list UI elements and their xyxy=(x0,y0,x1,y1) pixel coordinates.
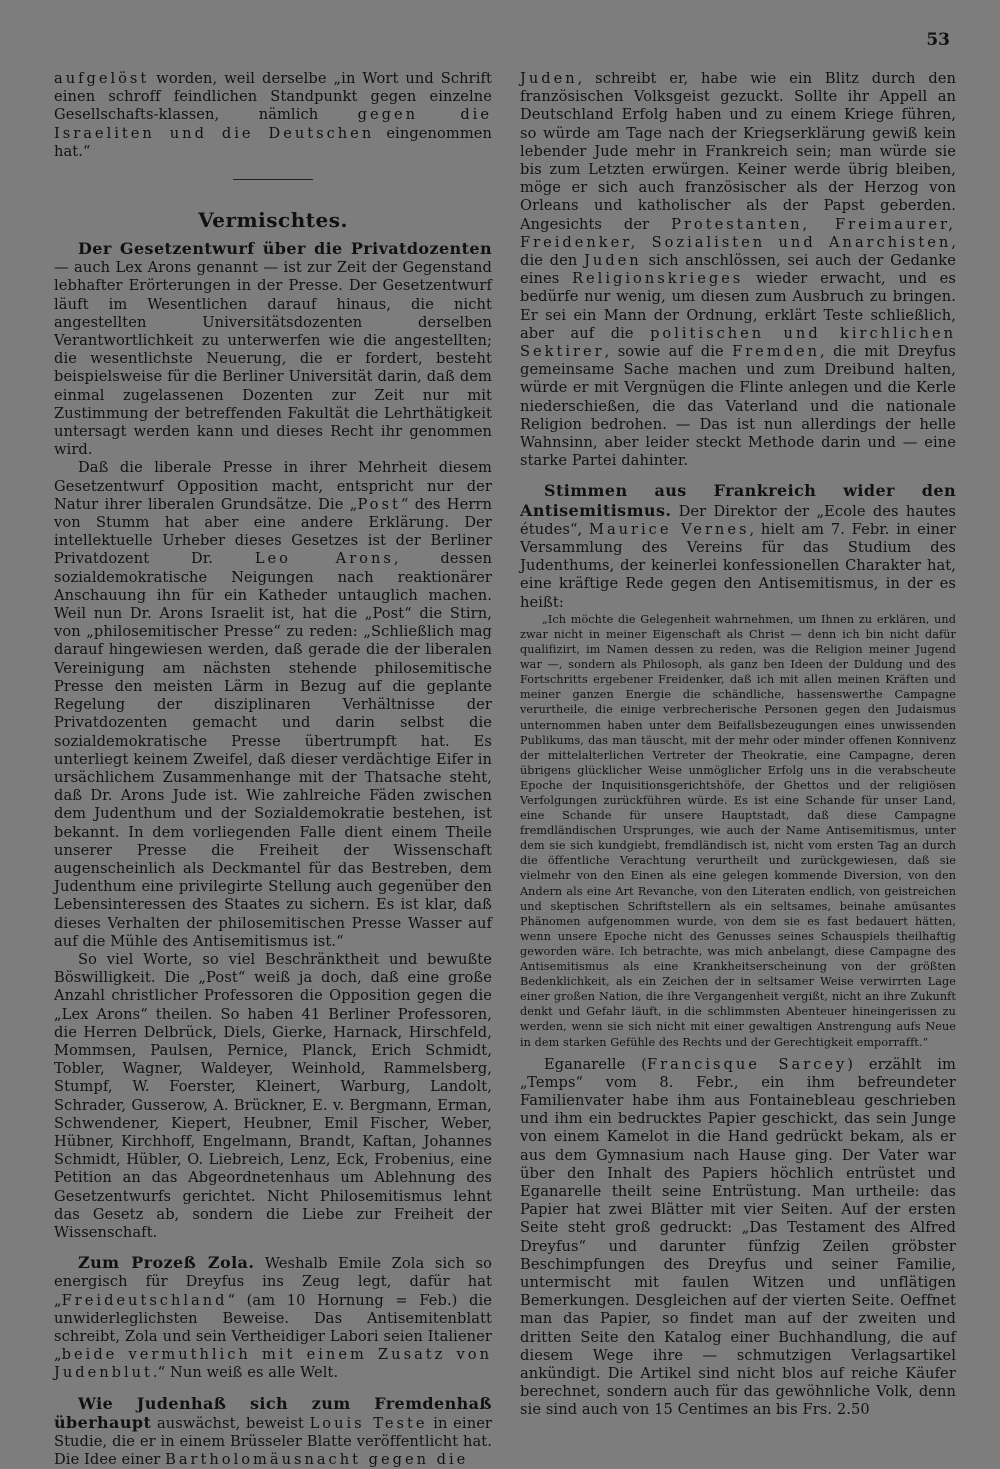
article-heading: Zum Prozeß Zola. xyxy=(78,1253,255,1273)
article-paragraph: So viel Worte, so viel Beschränktheit und bewußte Böswilligkeit. Die „Post“ weiß ja doch, daß eine große Anzahl christlicher Professoren die Opposition gegen die „Lex Arons“ theilen. So haben 41 Berliner Professoren, die Herren Delbrück, Diels, Gierke, Harnack, Hirschfeld, Mommsen, Paulsen, Pernice, Planck, Erich Schmidt, Tobler, Wagner, Waldeyer, Weinhold, Rammelsberg, Stumpf, W. Foerster, Kleinert, Warburg, Landolt, Schrader, Gusserow, A. Brückner, E. v. Bergmann, Erman, Schwendener, Kiepert, Heubner, Emil Fischer, Weber, Hübner, Kirchhoff, Engelmann, Brandt, Kaftan, Johannes Schmidt, Hübler, O. Liebreich, Lenz, Eck, Frobenius, eine Petition an das Abgeordnetenhaus um Ablehnung des Gesetzentwurfs gerichtet. Nicht Philosemitismus lehnt das Gesetz ab, sondern die Liebe zur Freiheit der Wissenschaft. xyxy=(54,950,492,1241)
right-column xyxy=(520,70,956,1420)
separator-rule xyxy=(233,179,313,180)
speech-quote: „Ich möchte die Gelegenheit wahrnehmen, um Ihnen zu erklären, und zwar nicht in meiner Eigenschaft als Christ — denn ich bin nicht dafür qualifizirt, im Namen dessen zu reden, was die Religion meiner Jugend war —, sondern als Philosoph, als ganz ben Ideen der Duldung und des Fortschritts ergebener Freidenker, daß ich mit allen meinen Kräften und meiner ganzen Energie die schändliche, hassenswerthe Campagne verurtheile, die einige verbrecherische Personen gegen den Judaismus unternommen haben unter dem Beifallsbezeugungen eines unwissenden Publikums, das man täuscht, mit der mehr oder minder offenen Konnivenz der mittelalterlichen Vertreter der Theokratie, eine Campagne, deren übrigens glücklicher Weise unmöglicher Erfolg uns in die verabscheute Epoche der Inquisitionsgerichtshöfe, der Ghettos und der religiösen Verfolgungen zurückführen würde. Es ist eine Schande für unser Land, eine Schande für unsere Hauptstadt, daß diese Campagne fremdländischen Ursprunges, wie auch der Name Antisemitismus, unter dem sie sich kundgiebt, fremdländisch ist, nicht vom ersten Tag an durch die öffentliche Verachtung verurtheilt und zurückgewiesen, daß sie vielmehr von den Einen als eine gelegen kommende Diversion, von den Andern als eine Art Revanche, von den Literaten endlich, von geistreichen und skeptischen Schriftstellern als ein seltsames, beinahe amüsantes Phänomen aufgenommen wurde, von dem sie es fast bedauert hätten, wenn unsere Epoche nicht des Genusses seines Schauspiels theilhaftig geworden wäre. Ich betrachte, was mich anbelangt, diese Campagne des Antisemitismus als eine Krankheitserscheinung von der größten Bedenklichkeit, als ein Zeichen der in seltsamer Weise verwirrten Lage einer großen Nation, die ihre Vergangenheit vergißt, nicht an ihre Zukunft denkt und Gefahr läuft, in die schlimmsten Abenteuer hineingerissen zu werden, wenn sie sich nicht mit einer gewaltigen Anstrengung aufs Neue in dem starken Gefühle des Rechts und der Gerechtigkeit emporrafft.“ xyxy=(520,612,956,1049)
article-heading: Stimmen aus Frankreich wider den Antisemitismus. xyxy=(520,481,956,520)
left-column xyxy=(54,70,492,1469)
article-heading: Wie Judenhaß sich zum Fremdenhaß überhaupt xyxy=(54,1393,492,1432)
continued-paragraph: Juden, schreibt er, habe wie ein Blitz durch den französischen Volksgeist gezuckt. Sollte ihr Appell an Deutschland Erfolg haben und zu einem Kriege führen, so würde am Tage nach der Kriegserklärung gewiß kein lebender Jude mehr in Frankreich sein; man würde sie bis zum Letzten erwürgen. Keiner werde übrig bleiben, möge er sich auch französischer als der Herzog von Orleans und katholischer als der Papst geberden. Angesichts der Protestanten, Freimaurer, Freidenker, Sozialisten und Anarchisten, die den Juden sich anschlössen, sei auch der Gedanke eines Religionskrieges wieder erwacht, und es bedürfe nur wenig, um diesen zum Ausbruch zu bringen. Er sei ein Mann der Ordnung, erklärt Teste schließlich, aber auf die politischen und kirchlichen Sektirer, sowie auf die Fremden, die mit Dreyfus gemeinsame Sache machen und zum Dreibund halten, würde er mit Vergnügen die Flinte anlegen und die Kerle niederschießen, die das Vaterland und die nationale Religion bedrohen. — Das ist nun allerdings der helle Wahnsinn, aber leider steckt Methode darin und — eine starke Partei dahinter. xyxy=(520,70,957,470)
article-eganarelle: Eganarelle (Francisque Sarcey) erzählt im „Temps“ vom 8. Febr., ein ihm befreundeter Familienvater habe ihm aus Fontainebleau geschrieben und ihm ein bedrucktes Papier geschickt, das sein Junge von einem Kamelot in die Hand gedrückt bekam, als er aus dem Gymnasium nach Hause ging. Der Vater war über den Inhalt des Papiers höchlich entrüstet und Eganarelle theilt seine Entrüstung. Man urtheile: das Papier hat zwei Blätter mit vier Seiten. Auf der ersten Seite steht groß gedruckt: „Das Testament des Alfred Dreyfus“ und darunter fünfzig Zeilen gröbster Beschimpfungen des Dreyfus und seiner Familie, untermischt mit faulen Witzen und unflätigen Bemerkungen. Desgleichen auf der vierten Seite. Oeffnet man das Papier, so findet man auf der zweiten und dritten Seite den Katalog einer Buchhandlung, die auf diesem Wege ihre — schmutzigen Verlagsartikel ankündigt. Die Artikel sind nicht blos auf reiche Käufer berechnet, sondern auch für das gewöhnliche Volk, denn sie sind auch von 15 Centimes an bis Frs. 2.50 xyxy=(520,1055,956,1419)
section-title: Vermischtes. xyxy=(198,208,348,233)
article-zola: Zum Prozeß Zola. Weshalb Emile Zola sich so energisch für Dreyfus ins Zeug legt, dafür hat „Freideutschland“ (am 10 Hornung = Feb.) die unwiderleglichsten Beweise. Das Antisemitenblatt schreibt, Zola und sein Vertheidiger Labori seien Italiener „beide vermuthlich mit einem Zusatz von Judenblut.“ Nun weiß es alle Welt. xyxy=(54,1253,492,1382)
article-frankreich: Stimmen aus Frankreich wider den Antisemitismus. Der Direktor der „Ecole des hautes études“, Maurice Vernes, hielt am 7. Febr. in einer Versammlung des Vereins für das Studium des Judenthums, der keinerlei konfessionellen Charakter hat, eine kräftige Rede gegen den Antisemitismus, in der es heißt: xyxy=(520,481,956,611)
article-paragraph: Daß die liberale Presse in ihrer Mehrheit diesem Gesetzentwurf Opposition macht, entspricht nur der Natur ihrer liberalen Grundsätze. Die „Post“ des Herrn von Stumm hat aber eine andere Erklärung. Der intellektuelle Urheber dieses Gesetzes ist der Berliner Privatdozent Dr. Leo Arons, dessen sozialdemokratische Neigungen nach reaktionärer Anschauung ihn für ein Katheder untauglich machen. Weil nun Dr. Arons Israelit ist, hat die „Post“ die Stirn, von „philosemitischer Presse“ zu reden: „Schließlich mag darauf hingewiesen werden, daß gerade die der liberalen Vereinigung am nächsten stehende philosemitische Presse den meisten Lärm in Bezug auf die geplante Regelung der disziplinaren Verhältnisse der Privatdozenten gemacht und darin selbst die sozialdemokratische Presse übertrumpft hat. Es unterliegt keinem Zweifel, daß dieser verdächtige Eifer in ursächlichem Zusammenhange mit der Thatsache steht, daß Dr. Arons Jude ist. Wie zahlreiche Fäden zwischen dem Judenthum und der Sozialdemokratie bestehen, ist bekannt. In dem vorliegenden Falle dient einem Theile unserer Presse die Freiheit der Wissenschaft augenscheinlich als Deckmantel für das Bestreben, dem Judenthum eine privilegirte Stellung auch gegenüber den Lebensinteressen des Staates zu sichern. Es ist klar, daß dieses Verhalten der philosemitischen Presse Wasser auf auf die Mühle des Antisemitismus ist.“ xyxy=(54,459,492,950)
page-number: 53 xyxy=(926,30,950,50)
continued-paragraph: aufgelöst worden, weil derselbe „in Wort und Schrift einen schroff feindlichen Standpunkt gegen einzelne Gesellschafts-klassen, nämlich gegen die Israeliten und die Deutschen eingenommen hat.“ xyxy=(54,70,492,160)
article-privatdozenten: Der Gesetzentwurf über die Privatdozenten — auch Lex Arons genannt — ist zur Zeit der Gegenstand lebhafter Erörterungen in der Presse. Der Gesetzentwurf läuft im Wesentlichen darauf hinaus, die nicht angestellten Universitätsdozenten derselben Verantwortlichkeit zu unterwerfen wie die angestellten; die wesentlichste Neuerung, die er fordert, besteht beispielsweise für die Berliner Universität darin, daß dem einmal zugelassenen Dozenten zur Zeit nur mit Zustimmung der betreffenden Fakultät die Lehrthätigkeit untersagt werden kann und dieses Recht ihr genommen wird. xyxy=(54,239,492,459)
article-fremdenhass: Wie Judenhaß sich zum Fremdenhaß überhaupt auswächst, beweist Louis Teste in einer Studie, die er in einem Brüsseler Blatte veröffentlicht hat. Die Idee einer Bartholomäusnacht gegen die xyxy=(54,1393,493,1469)
article-heading: Der Gesetzentwurf über die Privatdozenten xyxy=(78,239,492,259)
